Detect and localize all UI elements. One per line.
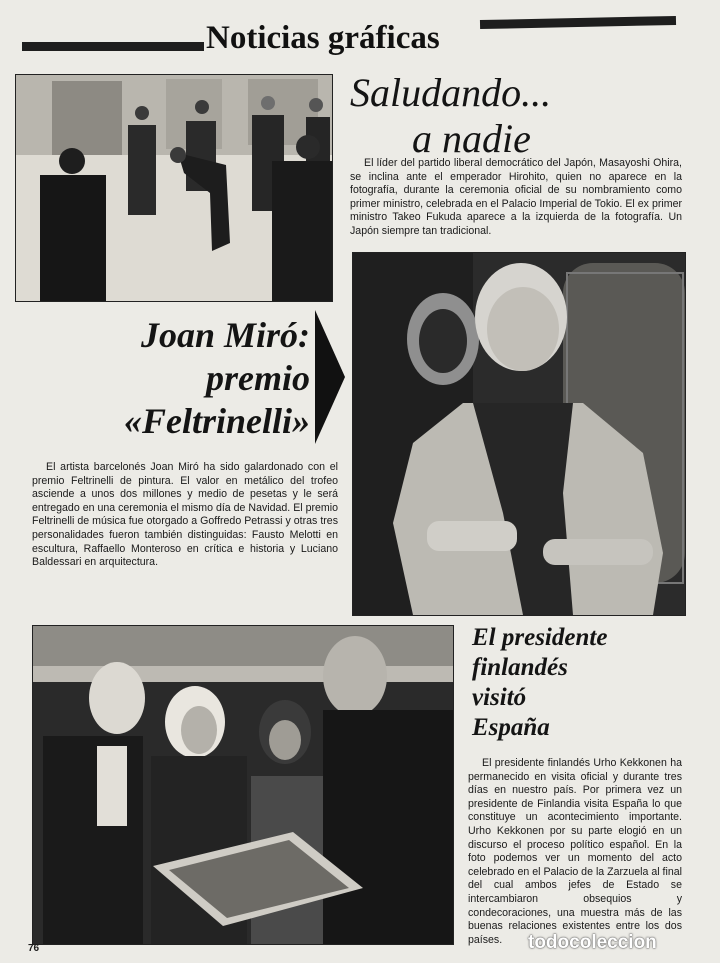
headline-line: visitó <box>472 684 527 711</box>
headline-saludando <box>350 70 551 162</box>
article-kekkonen-body: El presidente finlandés Urho Kekkonen ha permanecido en visita oficial y durante tres días en nuestro país. Por primera vez un presidente de Finlandia visita España lo que constituye un acontecimiento importante. Urho Kekkonen por su parte elogió en un discurso el proceso político español. En la foto podemos ver un momento del acto celebrado en el Palacio de la Zarzuela al final del cual ambos jefes de Estado se intercambiaron obsequios y condecoraciones, una muestra más de las buenas relaciones existentes entre los dos países. <box>468 757 682 946</box>
photo-joan-miro <box>352 252 686 616</box>
watermark: todocoleccion <box>528 932 657 953</box>
headline-miro <box>96 314 310 443</box>
headline-kekkonen <box>472 623 607 743</box>
headline-line: premio <box>206 358 310 398</box>
section-title: Noticias gráficas <box>206 20 440 56</box>
headline-line: Joan Miró: <box>140 315 310 355</box>
headline-line: a nadie <box>412 116 531 161</box>
header-rule-right <box>480 16 676 29</box>
arrow-pointer-icon <box>315 310 345 444</box>
headline-line: «Feltrinelli» <box>123 401 310 441</box>
page-number: 76 <box>28 943 40 954</box>
headline-line: Saludando... <box>350 70 552 115</box>
photo-ceremony-tokyo <box>15 74 333 302</box>
article-hirohito-body: El líder del partido liberal democrático del Japón, Masayoshi Ohira, se inclina ante el emperador Hirohito, quien no aparece en la fotografía, durante la ceremonia oficial de su nombramiento como primer ministro, celebrada en el Palacio Imperial de Tokio. El ex primer ministro Takeo Fukuda aparece a la izquierda de la fotografía. Un Japón siempre tan tradicional. <box>350 157 682 237</box>
headline-line: España <box>472 714 550 741</box>
headline-line: El presidente <box>472 624 608 651</box>
photo-kekkonen-visit <box>32 625 454 945</box>
header-rule-left <box>22 42 204 51</box>
headline-line: finlandés <box>472 654 568 681</box>
article-miro-body: El artista barcelonés Joan Miró ha sido galardonado con el premio Feltrinelli de pintura. El valor en metálico del trofeo asciende a unos dos millones y medio de pesetas y le será entregado en una ceremonia el mismo día de Navidad. El premio Feltrinelli de música fue otorgado a Goffredo Petrassi y otras tres personalidades fueron también distinguidas: Fausto Melotti en escultura, Raffaello Monteroso en crítica e historia y Luciano Baldessari en arquitectura. <box>32 461 338 569</box>
